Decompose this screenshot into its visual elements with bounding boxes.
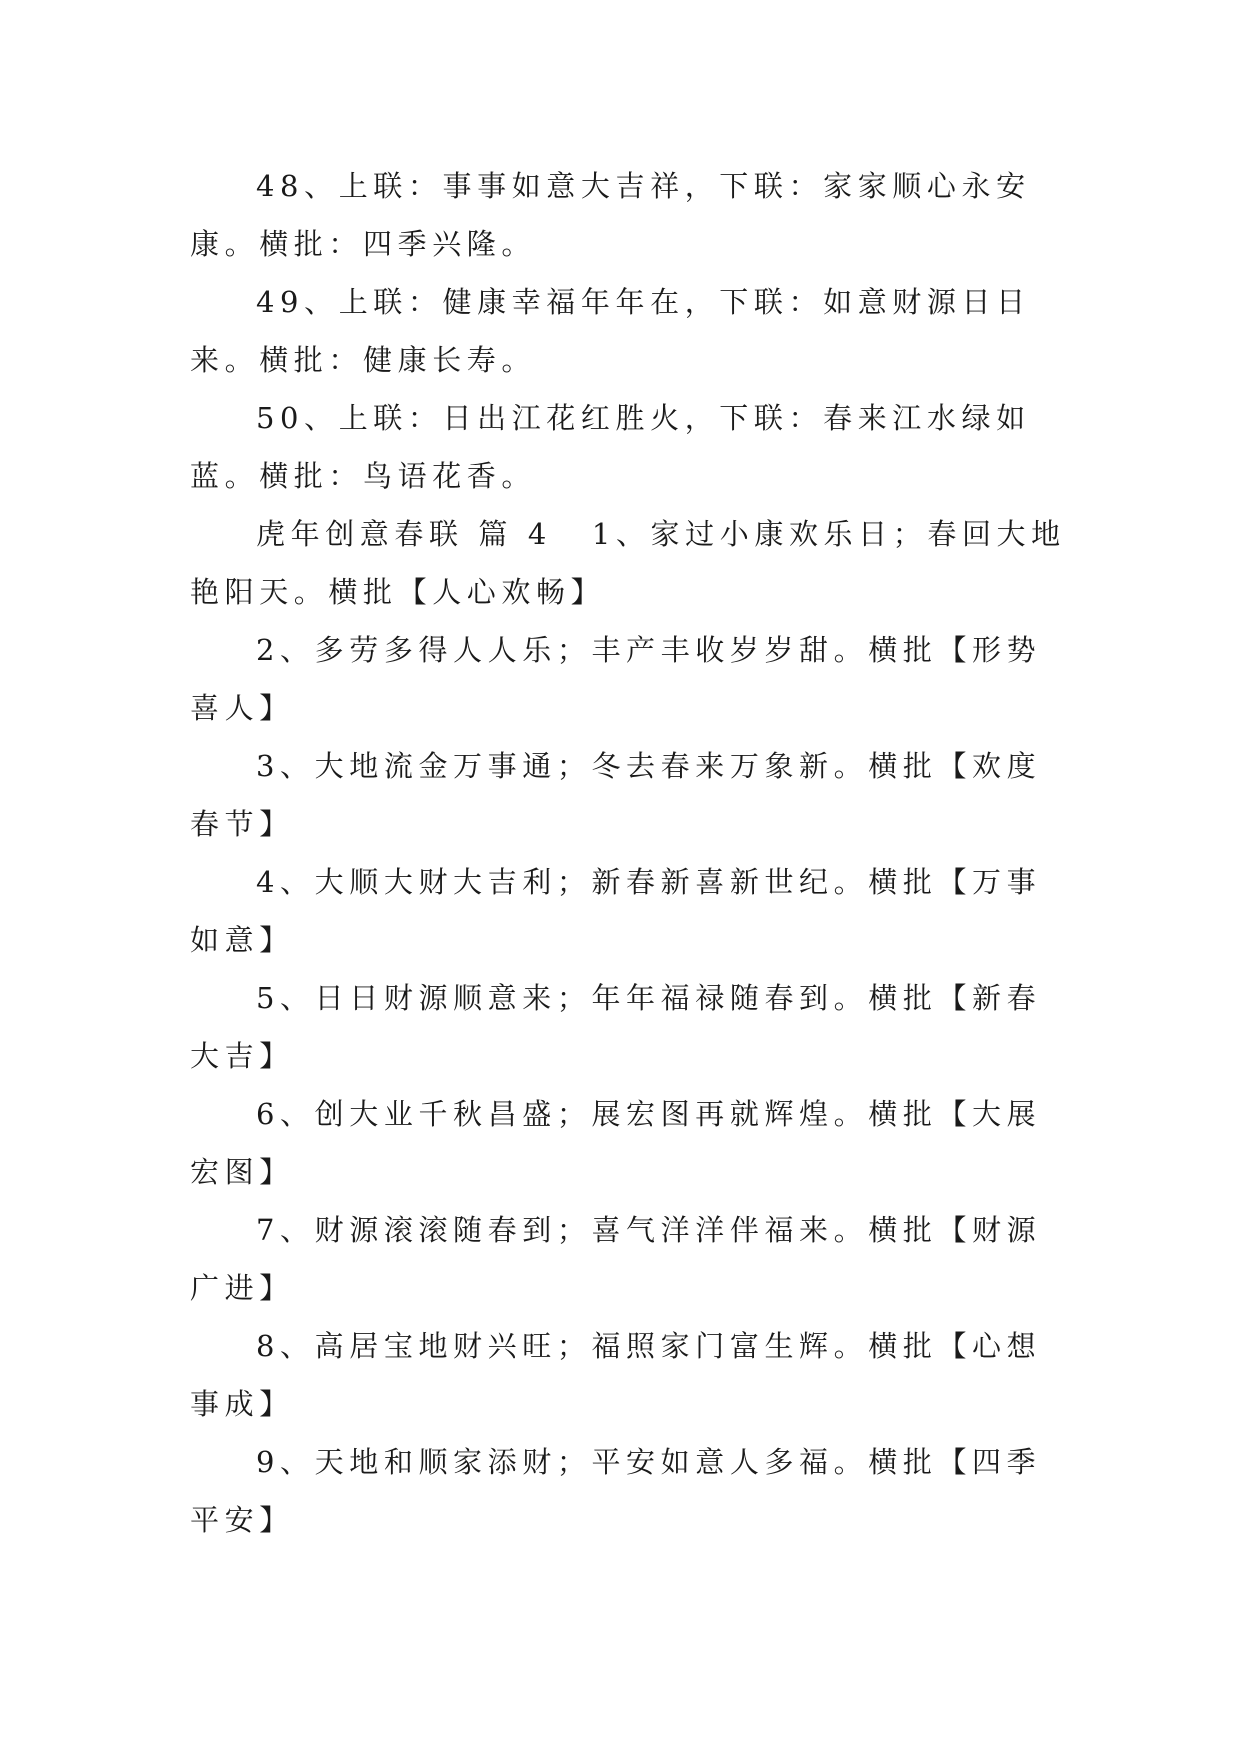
couplet-item-3: 3、大地流金万事通；冬去春来万象新。横批【欢度春节】 xyxy=(190,749,1042,841)
document-body xyxy=(190,157,1070,1549)
section-heading: 虎年创意春联 篇 4 xyxy=(256,517,552,551)
couplet-item-6: 6、创大业千秋昌盛；展宏图再就辉煌。横批【大展宏图】 xyxy=(190,1097,1042,1189)
section-paragraph xyxy=(190,505,1070,621)
couplet-item-2: 2、多劳多得人人乐；丰产丰收岁岁甜。横批【形势喜人】 xyxy=(190,633,1042,725)
couplet-item-8: 8、高居宝地财兴旺；福照家门富生辉。横批【心想事成】 xyxy=(190,1329,1042,1421)
couplet-item-9: 9、天地和顺家添财；平安如意人多福。横批【四季平安】 xyxy=(190,1445,1042,1537)
couplet-paragraph-49: 49、上联：健康幸福年年在，下联：如意财源日日来。横批：健康长寿。 xyxy=(190,285,1031,377)
couplet-item-5: 5、日日财源顺意来；年年福禄随春到。横批【新春大吉】 xyxy=(190,981,1042,1073)
couplet-item-1: 1、家过小康欢乐日；春回大地艳阳天。横批【人心欢畅】 xyxy=(190,517,1066,609)
couplet-item-7: 7、财源滚滚随春到；喜气洋洋伴福来。横批【财源广进】 xyxy=(190,1213,1042,1305)
couplet-paragraph-48: 48、上联：事事如意大吉祥，下联：家家顺心永安康。横批：四季兴隆。 xyxy=(190,169,1031,261)
couplet-item-4: 4、大顺大财大吉利；新春新喜新世纪。横批【万事如意】 xyxy=(190,865,1042,957)
couplet-paragraph-50: 50、上联：日出江花红胜火，下联：春来江水绿如蓝。横批：鸟语花香。 xyxy=(190,401,1031,493)
